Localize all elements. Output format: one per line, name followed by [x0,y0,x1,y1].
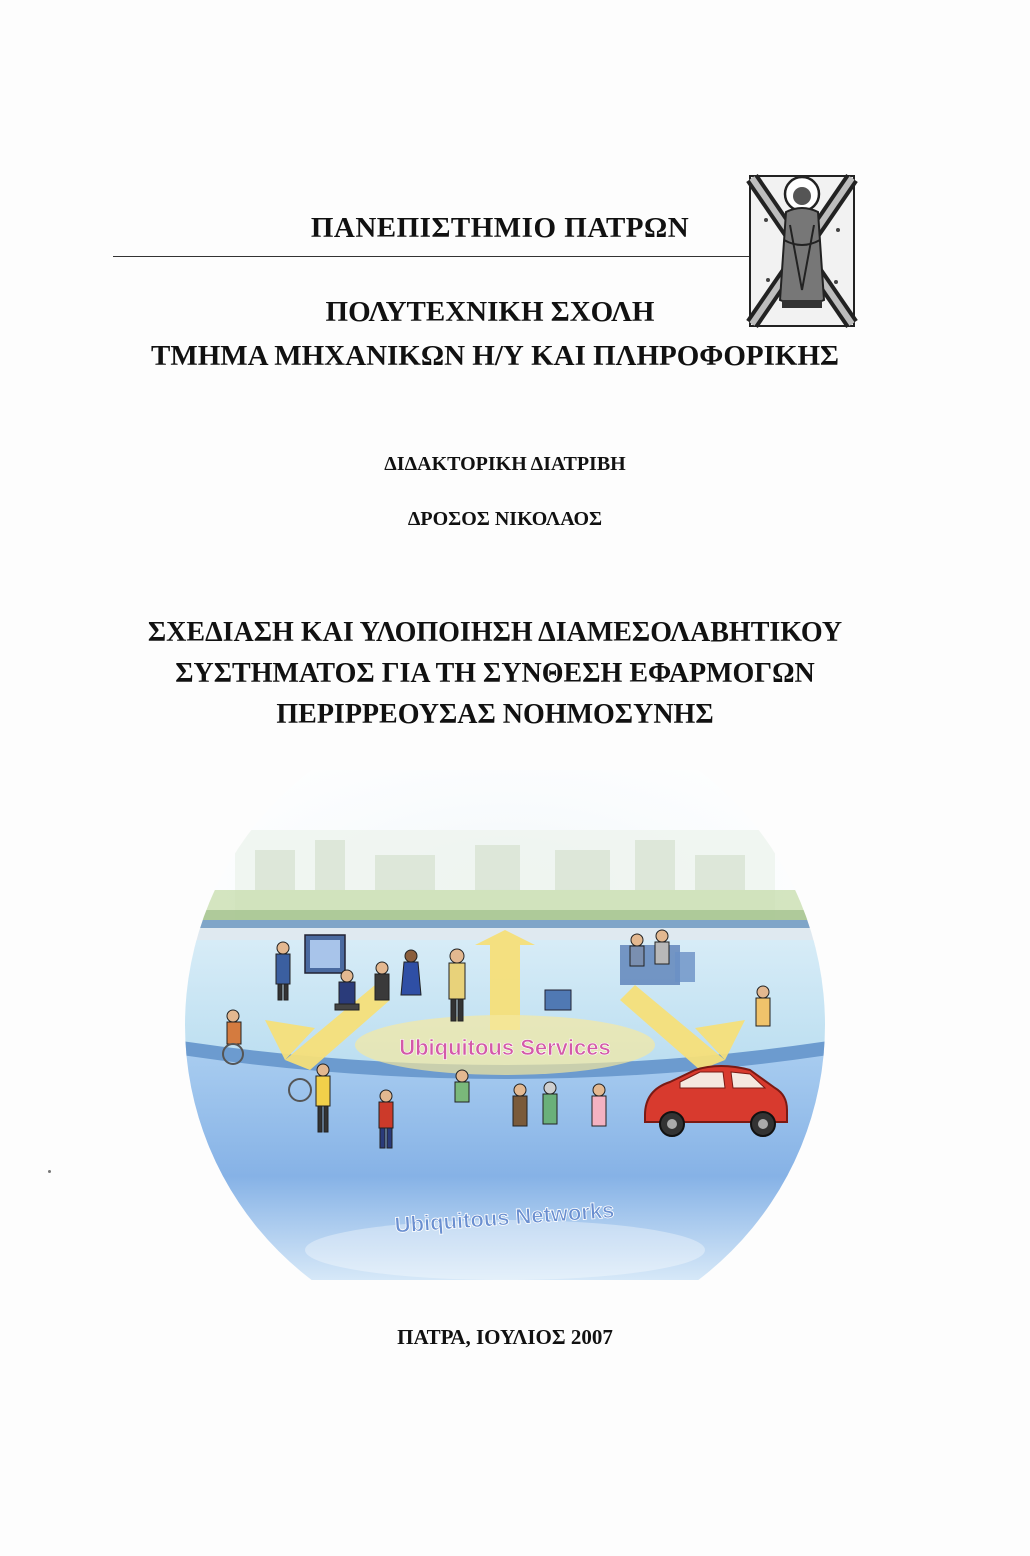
scan-speck [48,1170,51,1173]
author-name: ΔΡΟΣΟΣ ΝΙΚΟΛΑΟΣ [407,508,603,530]
department-name: ΤΜΗΜΑ ΜΗΧΑΝΙΚΩΝ Η/Υ ΚΑΙ ΠΛΗΡΟΦΟΡΙΚΗΣ [151,340,839,372]
thesis-title-line: ΣΧΕΔΙΑΣΗ ΚΑΙ ΥΛΟΠΟΙΗΣΗ ΔΙΑΜΕΣΟΛΑΒΗΤΙΚΟΥ [147,617,843,648]
thesis-title-line: ΣΥΣΤΗΜΑΤΟΣ ΓΙΑ ΤΗ ΣΥΝΘΕΣΗ ΕΦΑΡΜΟΓΩΝ [175,658,815,689]
ubiquitous-services-label: Ubiquitous Services [399,1035,611,1060]
university-name: ΠΑΝΕΠΙΣΤΗΜΙΟ ΠΑΤΡΩΝ [310,212,690,244]
thesis-title [60,612,930,735]
school-name: ΠΟΛΥΤΕΧΝΙΚΗ ΣΧΟΛΗ [325,296,655,328]
thesis-type: ΔΙΔΑΚΤΟΡΙΚΗ ΔΙΑΤΡΙΒΗ [384,453,626,475]
ubiquitous-networks-label: Ubiquitous Networks [393,1197,616,1238]
header-rule [113,256,763,257]
thesis-title-line: ΠΕΡΙΡΡΕΟΥΣΑΣ ΝΟΗΜΟΣΥΝΗΣ [276,699,714,730]
ambient-intelligence-illustration [175,770,835,1280]
place-date: ΠΑΤΡΑ, ΙΟΥΛΙΟΣ 2007 [397,1325,613,1349]
